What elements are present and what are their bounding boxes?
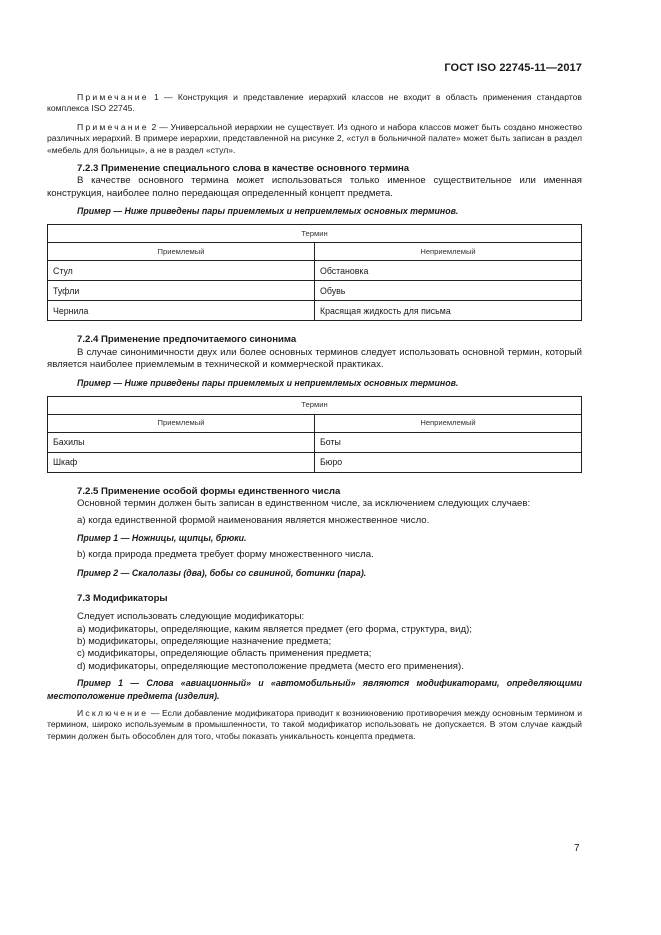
column-header-acceptable: Приемлемый bbox=[48, 414, 315, 432]
note-label: Примечание bbox=[77, 92, 149, 102]
column-header-acceptable: Приемлемый bbox=[48, 243, 315, 261]
note-1 bbox=[47, 92, 582, 115]
page-content bbox=[47, 92, 582, 742]
example-2-7-2-5: Пример 2 — Скалолазы (два), бобы со свининой, ботинки (пара). bbox=[77, 567, 367, 578]
section-heading-7-2-3: 7.2.3 Применение специального слова в качестве основного термина bbox=[77, 163, 410, 175]
table-cell: Боты bbox=[315, 432, 582, 452]
list-item: с) модификаторы, определяющие область применения предмета; bbox=[77, 648, 372, 660]
example-7-2-3: Пример — Ниже приведены пары приемлемых и неприемлемых основных терминов. bbox=[77, 206, 459, 217]
exception-label: Исключение bbox=[77, 707, 149, 718]
list-item: b) модификаторы, определяющие назначение предмета; bbox=[77, 636, 332, 648]
section-heading-7-2-4: 7.2.4 Применение предпочитаемого синонима bbox=[77, 334, 297, 346]
table-row bbox=[48, 301, 582, 321]
example-1-7-2-5: Пример 1 — Ножницы, щипцы, брюки. bbox=[77, 532, 247, 543]
standard-header: ГОСТ ISO 22745-11—2017 bbox=[444, 62, 582, 74]
table-cell: Обувь bbox=[315, 281, 582, 301]
table-row bbox=[48, 432, 582, 452]
table-row bbox=[48, 261, 582, 281]
table-cell: Бюро bbox=[315, 452, 582, 472]
list-item-b: b) когда природа предмета требует форму множественного числа. bbox=[77, 549, 374, 561]
column-header-unacceptable: Неприемлемый bbox=[315, 243, 582, 261]
section-text-7-2-5: Основной термин должен быть записан в единственном числе, за исключением следующих случаев: bbox=[77, 498, 531, 510]
note-2 bbox=[47, 122, 582, 156]
table-cell: Шкаф bbox=[48, 452, 315, 472]
exception-text: — Если добавление модификатора приводит к возникновению противоречия между основным термином и термином, широко используемым в промышленности, то такой модификатор использовать не допускается. В этом случае каждый термин должен быть обособлен для того, чтобы показать уникальность концепта предмета. bbox=[47, 707, 582, 741]
table-row bbox=[48, 281, 582, 301]
table-cell: Обстановка bbox=[315, 261, 582, 281]
table-row bbox=[48, 452, 582, 472]
table-header: Термин bbox=[48, 225, 582, 243]
example-7-2-4: Пример — Ниже приведены пары приемлемых и неприемлемых основных терминов. bbox=[77, 377, 459, 388]
note-text: 2 — Универсальной иерархии не существует. Из одного и набора классов может быть создано множество различных иерархий. В примере иерархии, представленной на рисунке 2, «стул в больничной палате» может быть записан в раздел «мебель для больницы», а не в раздел «стул». bbox=[47, 121, 582, 155]
exception-note bbox=[47, 708, 582, 742]
table-cell: Бахилы bbox=[48, 432, 315, 452]
table-cell: Туфли bbox=[48, 281, 315, 301]
section-heading-7-2-5: 7.2.5 Применение особой формы единственного числа bbox=[77, 485, 341, 497]
modifiers-intro: Следует использовать следующие модификаторы: bbox=[77, 611, 305, 623]
list-item: d) модификаторы, определяющие местоположение предмета (место его применения). bbox=[77, 660, 464, 672]
section-heading-7-3: 7.3 Модификаторы bbox=[77, 592, 168, 604]
section-text-7-2-4: В случае синонимичности двух или более основных терминов следует использовать основной термин, который является наиболее приемлемым в технической и коммерческой практиках. bbox=[47, 346, 582, 371]
table-cell: Чернила bbox=[48, 301, 315, 321]
column-header-unacceptable: Неприемлемый bbox=[315, 414, 582, 432]
table-cell: Стул bbox=[48, 261, 315, 281]
list-item-a: а) когда единственной формой наименования является множественное число. bbox=[77, 514, 430, 526]
list-item: а) модификаторы, определяющие, каким является предмет (его форма, структура, вид); bbox=[77, 623, 472, 635]
section-text-7-2-3: В качестве основного термина может использоваться только именное существительное или именная конструкция, наиболее полно передающая определенный концепт предмета. bbox=[47, 175, 582, 199]
note-label: Примечание bbox=[77, 121, 149, 132]
table-header: Термин bbox=[48, 396, 582, 414]
table-cell: Красящая жидкость для письма bbox=[315, 301, 582, 321]
note-text: 1 — Конструкция и представление иерархий классов не входит в область применения стандартов комплекса ISO 22745. bbox=[47, 92, 582, 114]
terms-table-1 bbox=[47, 224, 582, 321]
example-1-7-3: Пример 1 — Слова «авиационный» и «автомобильный» являются модификаторами, определяющими местоположение предмета (изделия). bbox=[47, 678, 582, 701]
page-number: 7 bbox=[574, 843, 580, 854]
terms-table-2 bbox=[47, 396, 582, 473]
